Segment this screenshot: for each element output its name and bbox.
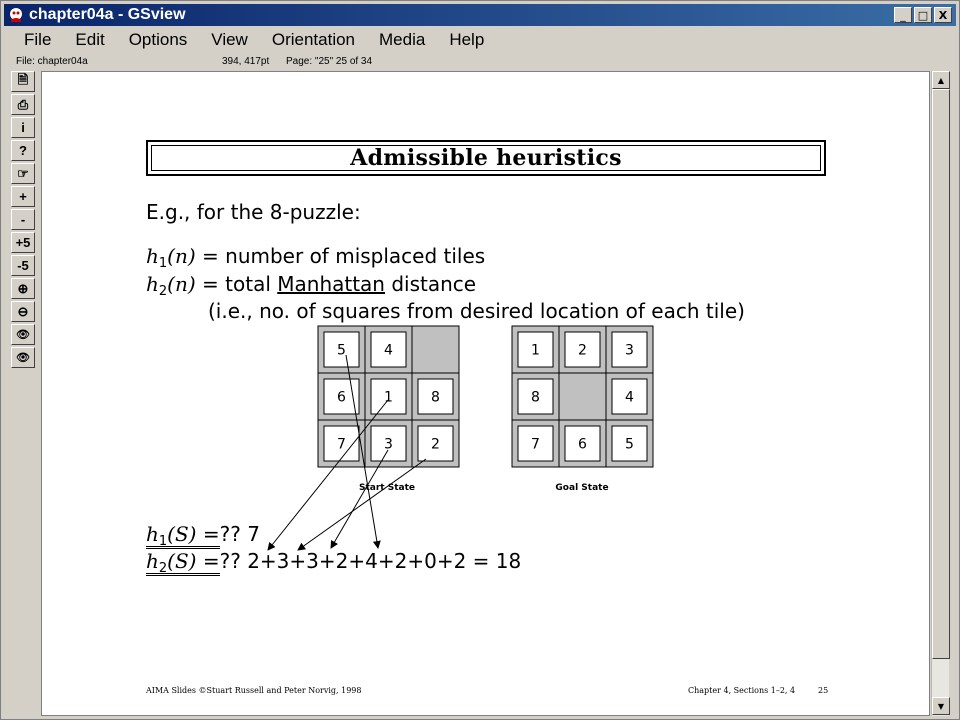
- goal-tile-label: 4: [625, 389, 634, 406]
- goal-tile-label: 5: [625, 436, 634, 453]
- zoom-out-icon: ⊖: [17, 303, 29, 319]
- footer-left: AIMA Slides ©Stuart Russell and Peter Norvig, 1998: [146, 686, 362, 695]
- goal-state-label: Goal State: [555, 483, 609, 493]
- menu-view[interactable]: View: [211, 30, 248, 49]
- footer-right: Chapter 4, Sections 1–2, 4: [688, 686, 796, 695]
- info-button[interactable]: [11, 117, 35, 138]
- goto-page-icon: ☞: [17, 165, 29, 181]
- find-next-icon: 👁: [16, 352, 30, 364]
- h1-answer: 7: [247, 522, 260, 546]
- goal-tile-label: 1: [531, 342, 540, 359]
- status-bar: [4, 55, 956, 69]
- start-tile-label: 7: [337, 436, 346, 453]
- goal-tile-label: 7: [531, 436, 540, 453]
- print-button[interactable]: [11, 94, 35, 115]
- goal-tile-label: 8: [531, 389, 540, 406]
- open-button[interactable]: [11, 71, 35, 92]
- scroll-down-button[interactable]: [932, 697, 950, 715]
- start-state-grid: [318, 326, 459, 467]
- scroll-up-icon: ▲: [937, 75, 945, 85]
- minimize-button[interactable]: [894, 7, 912, 23]
- goal-state-grid: [512, 326, 653, 467]
- h2-answer: 2+3+3+2+4+2+0+2 = 18: [247, 549, 522, 573]
- footer-page-number: 25: [818, 686, 829, 695]
- status-coords: 394, 417pt: [222, 56, 270, 67]
- status-page: Page: "25" 25 of 34: [286, 56, 373, 67]
- start-tile-label: 4: [384, 342, 393, 359]
- menu-edit[interactable]: Edit: [75, 30, 105, 49]
- ghostscript-icon: [7, 6, 25, 24]
- goal-tile-label: 6: [578, 436, 587, 453]
- start-tile-label: 3: [384, 436, 393, 453]
- prev-page-button[interactable]: [11, 209, 35, 230]
- scroll-up-button[interactable]: [932, 71, 950, 89]
- info-icon: i: [21, 120, 25, 135]
- next-page-icon: +: [19, 189, 27, 204]
- maximize-icon: □: [917, 8, 929, 22]
- zoom-in-icon: ⊕: [17, 280, 29, 296]
- side-toolbar: [11, 71, 37, 370]
- vertical-scrollbar[interactable]: [931, 71, 949, 716]
- h2-note: (i.e., no. of squares from desired location of each tile): [208, 299, 745, 323]
- document-page[interactable]: [41, 71, 930, 716]
- find-next-button[interactable]: [11, 347, 35, 368]
- goal-tile-label: 3: [625, 342, 634, 359]
- find-button[interactable]: [11, 324, 35, 345]
- next-page-button[interactable]: [11, 186, 35, 207]
- menu-orientation[interactable]: Orientation: [271, 30, 356, 49]
- start-tile-label: 2: [431, 436, 440, 453]
- start-state-label: Start State: [359, 483, 415, 493]
- h1-definition: $h_1(n)$ = number of misplaced tiles: [146, 244, 486, 271]
- goal-tile-label: 2: [578, 342, 587, 359]
- title-bar[interactable]: [4, 4, 956, 26]
- back-5-button[interactable]: [11, 255, 35, 276]
- start-tile-label: 8: [431, 389, 440, 406]
- zoom-in-button[interactable]: [11, 278, 35, 299]
- forward-5-button[interactable]: [11, 232, 35, 253]
- goto-page-button[interactable]: [11, 163, 35, 184]
- h2-definition: $h_2(n)$ = total Manhattan distance: [146, 272, 477, 299]
- close-button[interactable]: [934, 7, 952, 23]
- start-tile-label: 6: [337, 389, 346, 406]
- menu-bar: [4, 28, 956, 52]
- arrow-tile-2: [298, 459, 426, 550]
- find-icon: 👁: [16, 329, 30, 341]
- window-title: chapter04a - GSview: [29, 6, 186, 23]
- slide-title: Admissible heuristics: [350, 145, 622, 171]
- status-file: File: chapter04a: [16, 56, 88, 67]
- minimize-icon: _: [900, 8, 906, 22]
- start-tile-label: 1: [384, 389, 393, 406]
- menu-media[interactable]: Media: [379, 30, 426, 49]
- scroll-thumb[interactable]: [932, 89, 950, 659]
- close-icon: X: [938, 8, 948, 22]
- h1-question: $h_1(S)$ =?? 7: [146, 522, 260, 549]
- menu-file[interactable]: File: [24, 30, 52, 49]
- intro-line: E.g., for the 8-puzzle:: [146, 200, 361, 224]
- puzzle-figure: [42, 72, 930, 716]
- help-button[interactable]: [11, 140, 35, 161]
- help-icon: ?: [19, 143, 27, 158]
- start-tile-label: 5: [337, 342, 346, 359]
- print-icon: ⎙: [17, 96, 29, 112]
- zoom-out-button[interactable]: [11, 301, 35, 322]
- forward-5-icon: +5: [15, 235, 31, 250]
- menu-options[interactable]: Options: [128, 30, 188, 49]
- maximize-button[interactable]: [914, 7, 932, 23]
- h2-question: $h_2(S)$ =?? 2+3+3+2+4+2+0+2 = 18: [146, 549, 522, 576]
- menu-help[interactable]: Help: [449, 30, 485, 49]
- back-5-icon: -5: [17, 258, 29, 273]
- prev-page-icon: -: [20, 212, 26, 227]
- open-icon: 🗎: [17, 71, 29, 87]
- scroll-down-icon: ▼: [937, 701, 945, 711]
